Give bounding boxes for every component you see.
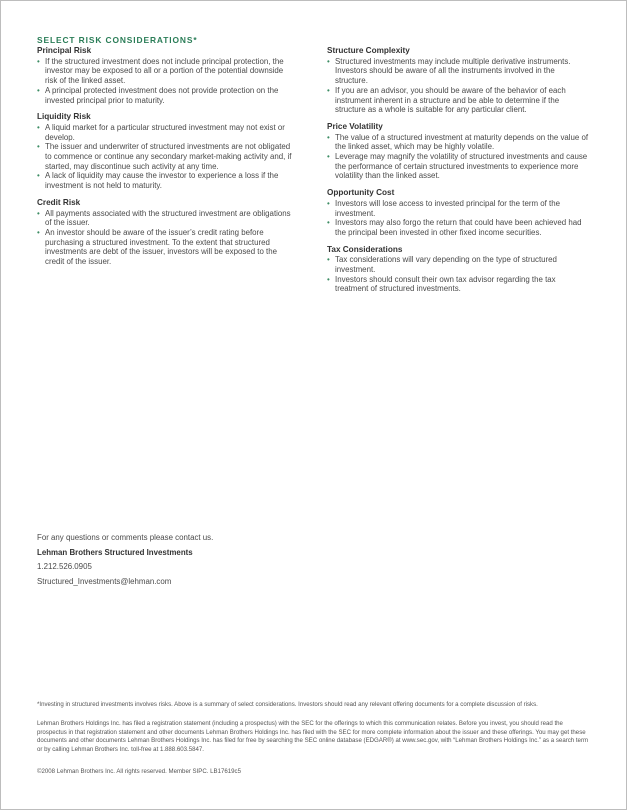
bullet-item: • Investors may also forgo the return that could have been achieved had the principal been invested in other fixed income securities. [327,218,582,237]
contact-block [37,533,213,591]
bullet-icon: • [327,132,330,142]
bullet-item: • A lack of liquidity may cause the investor to experience a loss if the investment is not held to maturity. [37,171,279,191]
legal-disclaimer: Lehman Brothers Holdings Inc. has filed a registration statement (including a prospectus) with the SEC for the offerings to which this communication relates. Before you invest, you should read the prospectus in that registration statement and other documents Lehman Brothers Holdings Inc. has filed with the SEC for more complete information about the issuer and these offerings. You may get these documents and other documents Lehman Brothers Holdings Inc. has filed for free by searching the SEC online database (EDGAR®) at www.sec.gov, with “Lehman Brothers Holdings Inc.” as a search term or by calling Lehman Brothers Inc. toll-free at 1.888.603.5847. [37,720,589,753]
section-title: Tax Considerations [327,244,403,254]
section-title: Opportunity Cost [327,188,395,198]
risk-footnote: *Investing in structured investments involves risks. Above is a summary of select considerations. Investors should read any relevant offering documents for a complete discussion of risks. [37,701,538,708]
left-column [37,46,297,274]
bullet-item: • Investors should consult their own tax advisor regarding the tax treatment of structured investments. [327,274,556,294]
bullet-item: • A liquid market for a particular structured investment may not exist or develop. [37,122,285,142]
bullet-item: • Investors will lose access to invested principal for the term of the investment. [327,198,560,218]
bullet-icon: • [327,56,330,66]
bullet-icon: • [327,152,330,162]
section-credit-risk [37,198,297,267]
bullet-icon: • [37,227,40,237]
bullet-list [37,123,297,191]
bullet-icon: • [327,274,330,284]
bullet-item: • The issuer and underwriter of structured investments are not obligated to commence or continue any secondary market-making activity and, if started, may discontinue such activity at any time. [37,142,292,171]
bullet-icon: • [37,142,40,152]
bullet-icon: • [37,122,40,132]
bullet-list [327,57,589,115]
bullet-item: • If you are an advisor, you should be aware of the behavior of each instrument inherent in a structure and be able to determine if the structure as a whole is suitable for any particular client. [327,85,566,115]
contact-phone: 1.212.526.0905 [37,562,92,571]
section-principal-risk [37,46,297,105]
section-structure-complexity [327,46,589,115]
bullet-item: • Structured investments may include multiple derivative instruments. Investors should be aware of all the instruments involved in the structure. [327,56,571,86]
section-opportunity-cost [327,188,589,238]
section-price-volatility [327,122,589,181]
contact-email[interactable]: Structured_Investments@lehman.com [37,576,172,586]
bullet-icon: • [37,171,40,181]
bullet-icon: • [327,85,330,95]
contact-intro: For any questions or comments please contact us. [37,533,214,542]
section-title: Structure Complexity [327,46,410,55]
bullet-item: • If the structured investment does not include principal protection, the investor may be exposed to all or a portion of the potential downside risk of the linked asset. [37,56,284,86]
section-title: Price Volatility [327,121,383,131]
bullet-icon: • [37,208,40,218]
bullet-icon: • [37,56,40,66]
bullet-item: • An investor should be aware of the issuer’s credit rating before purchasing a structured investment. To the extent that structured investments are debt of the issuer, investors will be exposed to the credit of the issuer. [37,227,278,267]
section-liquidity-risk [37,112,297,191]
bullet-list [327,133,589,182]
section-title: Credit Risk [37,197,81,207]
bullet-list [327,199,589,238]
bullet-item: • Leverage may magnify the volatility of structured investments and cause the performance of certain structured investments to experience more volatility than the linked asset. [327,152,588,181]
bullet-icon: • [37,85,40,95]
bullet-item: • All payments associated with the structured investment are obligations of the issuer. [37,208,291,228]
page-title: SELECT RISK CONSIDERATIONS* [37,35,198,45]
bullet-item: • Tax considerations will vary depending on the type of structured investment. [327,255,557,275]
bullet-icon: • [327,198,330,208]
right-column [327,46,589,301]
bullet-list [327,255,589,294]
bullet-item: • A principal protected investment does not provide protection on the invested principal prior to maturity. [37,85,279,105]
bullet-list [37,209,297,267]
bullet-list [37,57,297,106]
bullet-icon: • [327,255,330,265]
copyright-notice: ©2008 Lehman Brothers Inc. All rights reserved. Member SIPC. LB17619c5 [37,768,241,775]
section-title: Liquidity Risk [37,112,91,122]
section-title: Principal Risk [37,46,92,55]
bullet-icon: • [327,218,330,228]
bullet-item: • The value of a structured investment at maturity depends on the value of the linked asset, which may be highly volatile. [327,132,589,152]
section-tax-considerations [327,245,589,295]
contact-organization: Lehman Brothers Structured Investments [37,547,193,557]
